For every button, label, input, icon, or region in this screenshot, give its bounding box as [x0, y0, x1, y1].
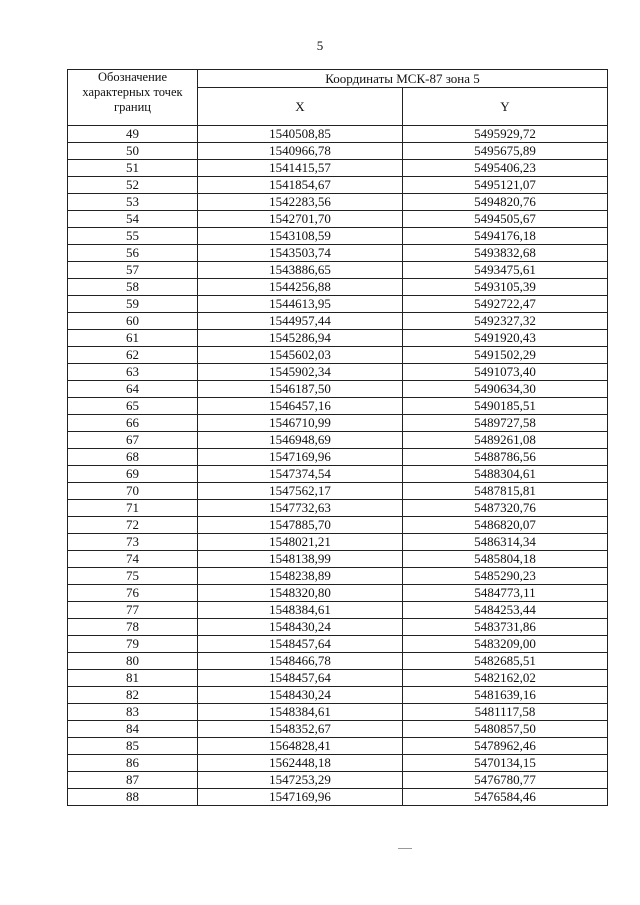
table-row: [68, 126, 608, 143]
table-row: [68, 721, 608, 738]
y-coordinate-cell: 5495406,23: [403, 160, 608, 177]
y-coordinate-cell: 5490185,51: [403, 398, 608, 415]
table-row: [68, 568, 608, 585]
x-coordinate-cell: 1542283,56: [198, 194, 403, 211]
page-number: 5: [316, 38, 324, 53]
table-row: [68, 245, 608, 262]
y-coordinate-cell: 5476584,46: [403, 789, 608, 806]
decorative-dash: [398, 848, 412, 849]
point-number-cell: 53: [68, 194, 198, 211]
table-row: [68, 517, 608, 534]
point-number-cell: 87: [68, 772, 198, 789]
x-coordinate-cell: 1547169,96: [198, 789, 403, 806]
y-coordinate-cell: 5484773,11: [403, 585, 608, 602]
x-coordinate-cell: 1545902,34: [198, 364, 403, 381]
table-row: [68, 534, 608, 551]
y-coordinate-cell: 5494505,67: [403, 211, 608, 228]
y-coordinate-cell: 5482685,51: [403, 653, 608, 670]
point-number-cell: 88: [68, 789, 198, 806]
point-number-cell: 57: [68, 262, 198, 279]
y-coordinate-cell: 5481639,16: [403, 687, 608, 704]
x-coordinate-cell: 1547169,96: [198, 449, 403, 466]
x-coordinate-cell: 1546948,69: [198, 432, 403, 449]
point-number-cell: 82: [68, 687, 198, 704]
point-number-cell: 74: [68, 551, 198, 568]
table-row: [68, 279, 608, 296]
table-row: [68, 262, 608, 279]
x-coordinate-cell: 1548430,24: [198, 619, 403, 636]
designation-header: Обозначение характерных точек границ: [68, 70, 198, 126]
x-coordinate-cell: 1548138,99: [198, 551, 403, 568]
point-number-cell: 83: [68, 704, 198, 721]
point-number-cell: 70: [68, 483, 198, 500]
x-coordinate-cell: 1546457,16: [198, 398, 403, 415]
point-number-cell: 58: [68, 279, 198, 296]
point-number-cell: 49: [68, 126, 198, 143]
x-coordinate-cell: 1547253,29: [198, 772, 403, 789]
x-coordinate-cell: 1548352,67: [198, 721, 403, 738]
x-coordinate-cell: 1548466,78: [198, 653, 403, 670]
x-coordinate-cell: 1544613,95: [198, 296, 403, 313]
x-coordinate-cell: 1545286,94: [198, 330, 403, 347]
table-row: [68, 704, 608, 721]
x-coordinate-cell: 1540508,85: [198, 126, 403, 143]
y-coordinate-cell: 5494820,76: [403, 194, 608, 211]
point-number-cell: 51: [68, 160, 198, 177]
x-coordinate-cell: 1547374,54: [198, 466, 403, 483]
y-coordinate-cell: 5481117,58: [403, 704, 608, 721]
y-coordinate-cell: 5494176,18: [403, 228, 608, 245]
y-coordinate-cell: 5485804,18: [403, 551, 608, 568]
y-coordinate-cell: 5492327,32: [403, 313, 608, 330]
point-number-cell: 52: [68, 177, 198, 194]
table-row: [68, 670, 608, 687]
point-number-cell: 72: [68, 517, 198, 534]
y-coordinate-cell: 5483731,86: [403, 619, 608, 636]
table-row: [68, 772, 608, 789]
x-coordinate-cell: 1548457,64: [198, 636, 403, 653]
x-coordinate-cell: 1546710,99: [198, 415, 403, 432]
point-number-cell: 76: [68, 585, 198, 602]
x-coordinate-cell: 1562448,18: [198, 755, 403, 772]
point-number-cell: 54: [68, 211, 198, 228]
table-row: [68, 738, 608, 755]
table-row: [68, 415, 608, 432]
x-coordinate-cell: 1546187,50: [198, 381, 403, 398]
y-coordinate-cell: 5476780,77: [403, 772, 608, 789]
table-row: [68, 466, 608, 483]
table-row: [68, 789, 608, 806]
x-coordinate-cell: 1548384,61: [198, 602, 403, 619]
point-number-cell: 81: [68, 670, 198, 687]
table-row: [68, 585, 608, 602]
table-body: [68, 126, 608, 806]
point-number-cell: 62: [68, 347, 198, 364]
x-coordinate-cell: 1548430,24: [198, 687, 403, 704]
table-row: [68, 551, 608, 568]
point-number-cell: 75: [68, 568, 198, 585]
x-coordinate-cell: 1548021,21: [198, 534, 403, 551]
y-coordinate-cell: 5485290,23: [403, 568, 608, 585]
x-coordinate-cell: 1543886,65: [198, 262, 403, 279]
point-number-cell: 63: [68, 364, 198, 381]
point-number-cell: 55: [68, 228, 198, 245]
y-coordinate-cell: 5487815,81: [403, 483, 608, 500]
point-number-cell: 64: [68, 381, 198, 398]
y-coordinate-cell: 5488786,56: [403, 449, 608, 466]
x-coordinate-cell: 1544256,88: [198, 279, 403, 296]
x-coordinate-cell: 1543108,59: [198, 228, 403, 245]
x-coordinate-cell: 1542701,70: [198, 211, 403, 228]
table-row: [68, 398, 608, 415]
y-coordinate-cell: 5493105,39: [403, 279, 608, 296]
y-coordinate-cell: 5484253,44: [403, 602, 608, 619]
y-coordinate-cell: 5487320,76: [403, 500, 608, 517]
table-row: [68, 449, 608, 466]
table-row: [68, 330, 608, 347]
point-number-cell: 69: [68, 466, 198, 483]
point-number-cell: 79: [68, 636, 198, 653]
table-row: [68, 177, 608, 194]
y-coordinate-cell: 5492722,47: [403, 296, 608, 313]
table-row: [68, 228, 608, 245]
y-coordinate-cell: 5483209,00: [403, 636, 608, 653]
table-row: [68, 483, 608, 500]
table-row: [68, 211, 608, 228]
point-number-cell: 50: [68, 143, 198, 160]
point-number-cell: 61: [68, 330, 198, 347]
table-row: [68, 364, 608, 381]
y-coordinate-cell: 5489727,58: [403, 415, 608, 432]
point-number-cell: 65: [68, 398, 198, 415]
x-coordinate-cell: 1548238,89: [198, 568, 403, 585]
x-coordinate-cell: 1543503,74: [198, 245, 403, 262]
table-row: [68, 313, 608, 330]
table-row: [68, 653, 608, 670]
table-row: [68, 296, 608, 313]
x-coordinate-cell: 1548384,61: [198, 704, 403, 721]
x-coordinate-cell: 1544957,44: [198, 313, 403, 330]
table-row: [68, 194, 608, 211]
x-coordinate-cell: 1548457,64: [198, 670, 403, 687]
y-coordinate-cell: 5493475,61: [403, 262, 608, 279]
y-coordinate-cell: 5486314,34: [403, 534, 608, 551]
point-number-cell: 66: [68, 415, 198, 432]
x-coordinate-cell: 1545602,03: [198, 347, 403, 364]
x-coordinate-cell: 1564828,41: [198, 738, 403, 755]
table-row: [68, 160, 608, 177]
point-number-cell: 59: [68, 296, 198, 313]
table-row: [68, 432, 608, 449]
y-column-header: Y: [403, 88, 608, 126]
y-coordinate-cell: 5491073,40: [403, 364, 608, 381]
table-row: [68, 381, 608, 398]
point-number-cell: 67: [68, 432, 198, 449]
point-number-cell: 73: [68, 534, 198, 551]
y-coordinate-cell: 5480857,50: [403, 721, 608, 738]
coordinates-group-header: Координаты МСК-87 зона 5: [198, 70, 608, 88]
x-coordinate-cell: 1541415,57: [198, 160, 403, 177]
point-number-cell: 68: [68, 449, 198, 466]
y-coordinate-cell: 5478962,46: [403, 738, 608, 755]
x-coordinate-cell: 1540966,78: [198, 143, 403, 160]
x-coordinate-cell: 1547732,63: [198, 500, 403, 517]
y-coordinate-cell: 5470134,15: [403, 755, 608, 772]
y-coordinate-cell: 5495121,07: [403, 177, 608, 194]
table-row: [68, 602, 608, 619]
point-number-cell: 84: [68, 721, 198, 738]
y-coordinate-cell: 5488304,61: [403, 466, 608, 483]
table-row: [68, 755, 608, 772]
table-row: [68, 500, 608, 517]
x-coordinate-cell: 1541854,67: [198, 177, 403, 194]
point-number-cell: 85: [68, 738, 198, 755]
y-coordinate-cell: 5490634,30: [403, 381, 608, 398]
y-coordinate-cell: 5495675,89: [403, 143, 608, 160]
x-coordinate-cell: 1548320,80: [198, 585, 403, 602]
y-coordinate-cell: 5491920,43: [403, 330, 608, 347]
x-coordinate-cell: 1547562,17: [198, 483, 403, 500]
table-row: [68, 636, 608, 653]
table-row: [68, 687, 608, 704]
y-coordinate-cell: 5489261,08: [403, 432, 608, 449]
point-number-cell: 56: [68, 245, 198, 262]
y-coordinate-cell: 5493832,68: [403, 245, 608, 262]
table-row: [68, 619, 608, 636]
y-coordinate-cell: 5495929,72: [403, 126, 608, 143]
point-number-cell: 60: [68, 313, 198, 330]
table-row: [68, 347, 608, 364]
coordinates-table: [67, 69, 608, 806]
x-column-header: X: [198, 88, 403, 126]
table-row: [68, 143, 608, 160]
point-number-cell: 80: [68, 653, 198, 670]
x-coordinate-cell: 1547885,70: [198, 517, 403, 534]
point-number-cell: 86: [68, 755, 198, 772]
point-number-cell: 77: [68, 602, 198, 619]
y-coordinate-cell: 5482162,02: [403, 670, 608, 687]
y-coordinate-cell: 5491502,29: [403, 347, 608, 364]
point-number-cell: 78: [68, 619, 198, 636]
point-number-cell: 71: [68, 500, 198, 517]
y-coordinate-cell: 5486820,07: [403, 517, 608, 534]
